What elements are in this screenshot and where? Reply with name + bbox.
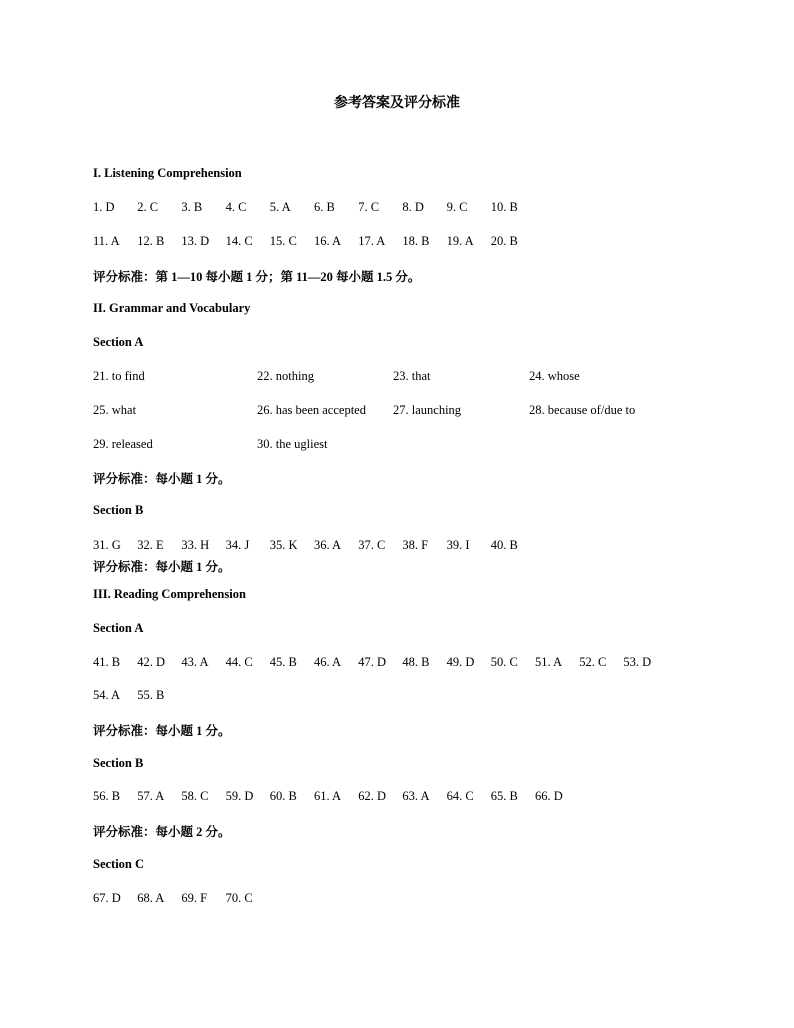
- part2-sectionA-heading: Section A: [93, 335, 144, 349]
- part2-sectionB-heading: Section B: [93, 503, 144, 517]
- part3-sectionB-scoring: 评分标准：每小题 2 分。: [93, 825, 231, 839]
- answer-item: 42. D: [137, 655, 165, 669]
- answer-item: 39. I: [446, 538, 470, 552]
- answer-item: 31. G: [93, 538, 121, 552]
- answer-item: 22. nothing: [257, 369, 314, 383]
- part3-heading: III. Reading Comprehension: [93, 587, 246, 601]
- answer-item: 50. C: [490, 655, 518, 669]
- answer-item: 21. to find: [93, 369, 145, 383]
- answer-item: 6. B: [314, 200, 335, 214]
- answer-item: 62. D: [358, 789, 386, 803]
- answer-item: 60. B: [269, 789, 297, 803]
- answer-item: 56. B: [93, 789, 121, 803]
- answer-item: 17. A: [358, 234, 386, 248]
- answer-item: 25. what: [93, 403, 137, 417]
- answer-item: 45. B: [269, 655, 297, 669]
- answer-item: 9. C: [446, 200, 468, 214]
- part3-sectionB-heading: Section B: [93, 756, 144, 770]
- answer-item: 34. J: [225, 538, 250, 552]
- answer-item: 59. D: [225, 789, 254, 803]
- answer-item: 37. C: [358, 538, 386, 552]
- answer-item: 13. D: [181, 234, 210, 248]
- answer-item: 18. B: [402, 234, 430, 248]
- answer-item: 4. C: [225, 200, 247, 214]
- answer-item: 57. A: [137, 789, 165, 803]
- answer-item: 33. H: [181, 538, 210, 552]
- answer-item: 61. A: [314, 789, 342, 803]
- answer-item: 64. C: [446, 789, 474, 803]
- answer-item: 23. that: [393, 369, 431, 383]
- answer-item: 16. A: [314, 234, 342, 248]
- answer-item: 41. B: [93, 655, 121, 669]
- answer-item: 68. A: [137, 891, 165, 905]
- answer-item: 67. D: [93, 891, 121, 905]
- answer-item: 14. C: [225, 234, 253, 248]
- answer-item: 10. B: [490, 200, 518, 214]
- part1-heading: I. Listening Comprehension: [93, 166, 242, 180]
- answer-item: 55. B: [137, 688, 165, 702]
- part2-sectionB-scoring: 评分标准：每小题 1 分。: [93, 560, 231, 574]
- answer-item: 52. C: [579, 655, 607, 669]
- answer-item: 20. B: [490, 234, 518, 248]
- answer-item: 5. A: [269, 200, 291, 214]
- part1-scoring: 评分标准：第 1—10 每小题 1 分；第 11—20 每小题 1.5 分。: [93, 270, 421, 284]
- answer-item: 44. C: [225, 655, 253, 669]
- answer-item: 19. A: [446, 234, 474, 248]
- answer-item: 1. D: [93, 200, 115, 214]
- answer-item: 15. C: [269, 234, 297, 248]
- answer-item: 35. K: [269, 538, 298, 552]
- part3-sectionA-heading: Section A: [93, 621, 144, 635]
- answer-item: 12. B: [137, 234, 165, 248]
- answer-item: 8. D: [402, 200, 424, 214]
- part2-heading: II. Grammar and Vocabulary: [93, 301, 251, 315]
- answer-item: 51. A: [535, 655, 563, 669]
- part3-sectionC-heading: Section C: [93, 857, 145, 871]
- answer-item: 58. C: [181, 789, 209, 803]
- answer-item: 3. B: [181, 200, 203, 214]
- answer-item: 69. F: [181, 891, 208, 905]
- answer-item: 40. B: [490, 538, 518, 552]
- answer-item: 11. A: [93, 234, 120, 248]
- answer-item: 43. A: [181, 655, 209, 669]
- answer-item: 63. A: [402, 789, 430, 803]
- answer-item: 36. A: [314, 538, 342, 552]
- answer-item: 26. has been accepted: [257, 403, 366, 417]
- answer-item: 65. B: [490, 789, 518, 803]
- answer-item: 66. D: [535, 789, 563, 803]
- answer-item: 48. B: [402, 655, 430, 669]
- answer-item: 24. whose: [529, 369, 580, 383]
- page-title: 参考答案及评分标准: [334, 96, 460, 111]
- answer-item: 28. because of/due to: [529, 403, 636, 417]
- part3-sectionA-scoring: 评分标准：每小题 1 分。: [93, 724, 231, 738]
- answer-item: 47. D: [358, 655, 386, 669]
- answer-item: 53. D: [623, 655, 652, 669]
- answer-item: 29. released: [93, 437, 153, 451]
- answer-item: 2. C: [137, 200, 159, 214]
- answer-item: 38. F: [402, 538, 429, 552]
- answer-item: 32. E: [137, 538, 164, 552]
- answer-item: 46. A: [314, 655, 342, 669]
- answer-item: 30. the ugliest: [257, 437, 328, 451]
- answer-item: 27. launching: [393, 403, 462, 417]
- answer-item: 54. A: [93, 688, 121, 702]
- answer-item: 70. C: [225, 891, 253, 905]
- answer-item: 7. C: [358, 200, 380, 214]
- answer-item: 49. D: [446, 655, 475, 669]
- part2-sectionA-scoring: 评分标准：每小题 1 分。: [93, 472, 231, 486]
